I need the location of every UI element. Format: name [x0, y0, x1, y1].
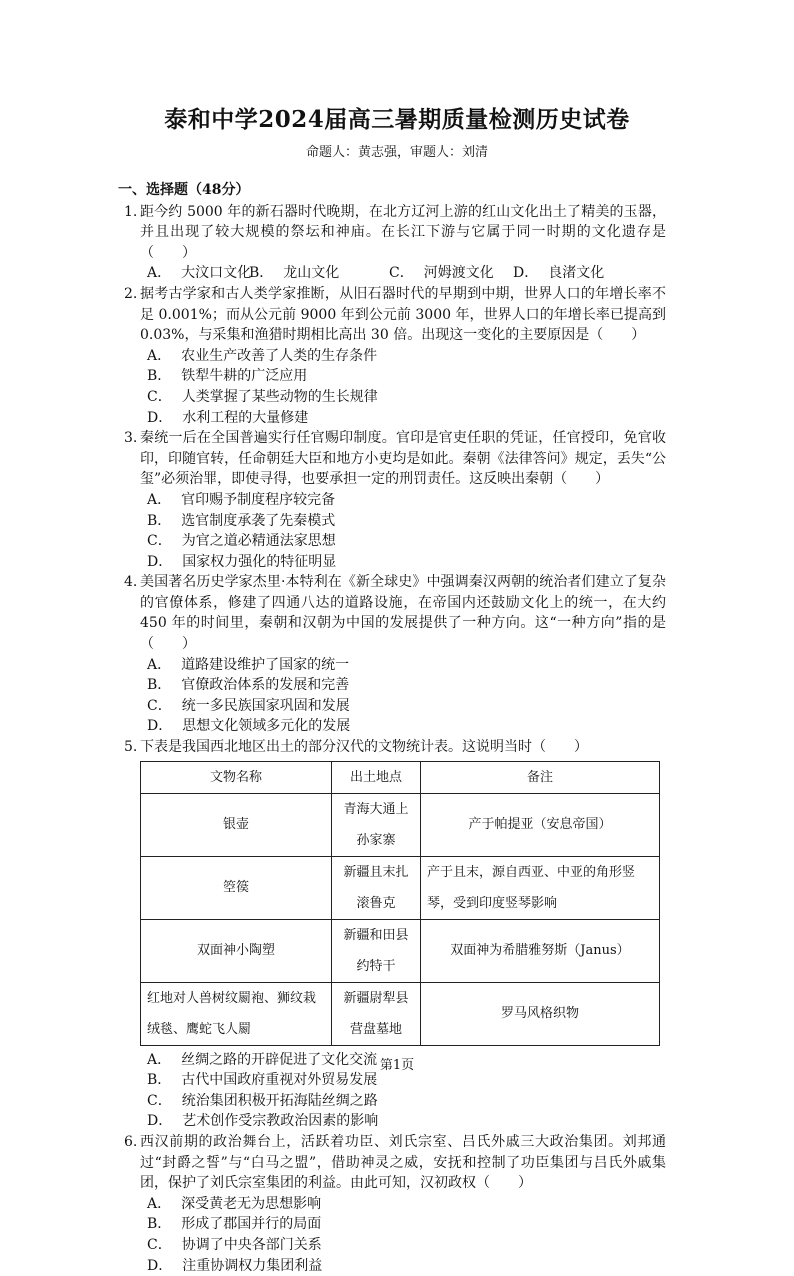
- option-text: 河姆渡文化: [423, 265, 494, 282]
- option-letter: A．: [147, 656, 172, 673]
- question-list: [118, 202, 666, 1276]
- question-3: [118, 428, 666, 572]
- question-number: 4.: [124, 574, 138, 591]
- option-c[interactable]: [147, 696, 408, 717]
- option-letter: D．: [513, 265, 539, 282]
- artifact-table: [140, 761, 660, 1046]
- option-text: 农业生产改善了人类的生存条件: [181, 347, 378, 364]
- table-cell: 青海大通上孙家寨: [332, 793, 421, 856]
- option-text: 水利工程的大量修建: [182, 409, 309, 426]
- question-2: [118, 284, 666, 428]
- table-header: 出土地点: [332, 761, 421, 793]
- option-letter: A．: [147, 1195, 172, 1212]
- option-text: 注重协调权力集团利益: [182, 1257, 323, 1274]
- option-letter: C．: [147, 1236, 172, 1253]
- question-stem: 美国著名历史学家杰里·本特利在《新全球史》中强调秦汉两朝的统治者们建立了复杂的官僚体系，修建了四通八达的道路设施，在帝国内还鼓励文化上的统一，在大约 450 年的时间里，秦朝和汉朝为中国的发展提供了一种方向。这“一种方向”指的是（ ）: [140, 574, 666, 653]
- option-letter: D．: [147, 1113, 173, 1130]
- option-text: 官印赐予制度程序较完备: [181, 491, 336, 508]
- table-cell: 双面神小陶塑: [141, 919, 332, 982]
- table-cell: 罗马风格织物: [421, 982, 660, 1045]
- option-text: 统一多民族国家巩固和发展: [181, 697, 350, 714]
- table-cell: 产于帕提亚（安息帝国）: [421, 793, 660, 856]
- option-c[interactable]: [147, 531, 408, 552]
- option-a[interactable]: [147, 655, 408, 676]
- option-text: 丝绸之路的开辟促进了文化交流: [181, 1051, 378, 1068]
- question-number: 1.: [124, 203, 138, 220]
- option-a[interactable]: [147, 346, 408, 367]
- table-cell: 新疆且末扎滚鲁克: [332, 856, 421, 919]
- option-b[interactable]: [147, 1214, 408, 1235]
- option-list: [140, 655, 666, 737]
- option-letter: B．: [147, 677, 172, 694]
- option-text: 思想文化领域多元化的发展: [182, 718, 351, 735]
- option-b[interactable]: [147, 1070, 408, 1091]
- option-a[interactable]: [147, 1194, 408, 1215]
- option-d[interactable]: [147, 716, 408, 737]
- option-c[interactable]: [389, 263, 513, 284]
- table-cell: 新疆尉犁县营盘墓地: [332, 982, 421, 1045]
- section-heading: 一、选择题（48分）: [118, 182, 250, 198]
- option-text: 形成了郡国并行的局面: [181, 1216, 322, 1233]
- option-c[interactable]: [147, 1235, 408, 1256]
- option-letter: B．: [147, 1216, 172, 1233]
- option-text: 官僚政治体系的发展和完善: [181, 677, 350, 694]
- option-letter: C．: [147, 697, 172, 714]
- option-text: 道路建设维护了国家的统一: [181, 656, 350, 673]
- option-list: [140, 1194, 666, 1276]
- table-row: [141, 919, 660, 982]
- option-text: 良渚文化: [548, 265, 605, 282]
- option-letter: D．: [147, 553, 173, 570]
- option-text: 统治集团积极开拓海陆丝绸之路: [181, 1092, 378, 1109]
- question-number: 5.: [124, 739, 138, 756]
- question-6: [118, 1132, 666, 1276]
- option-letter: A．: [147, 491, 172, 508]
- table-cell: 银壶: [141, 793, 332, 856]
- option-letter: C．: [389, 265, 414, 282]
- option-text: 选官制度承袭了先秦模式: [181, 512, 336, 529]
- option-letter: D．: [147, 1257, 173, 1274]
- option-b[interactable]: [147, 366, 408, 387]
- option-b[interactable]: [147, 675, 408, 696]
- table-header-row: [141, 761, 660, 793]
- option-d[interactable]: [147, 408, 408, 429]
- table-header: 文物名称: [141, 761, 332, 793]
- table-cell: 产于且末，源自西亚、中亚的角形竖琴，受到印度竖琴影响: [421, 856, 660, 919]
- option-list: [140, 346, 666, 428]
- question-stem: 据考古学家和古人类学家推断，从旧石器时代的早期到中期，世界人口的年增长率不足 0.001%；而从公元前 9000 年到公元前 3000 年，世界人口的年增长率已提高到 0.03%，与采集和渔猎时期相比高出 30 倍。出现这一变化的主要原因是（ ）: [140, 285, 666, 344]
- question-stem: 秦统一后在全国普遍实行任官赐印制度。官印是官吏任职的凭证，任官授印，免官收印，印随官转，任命朝廷大臣和地方小吏均是如此。秦朝《法律答问》规定，丢失“公玺”必须治罪，即使寻得，也要承担一定的刑罚责任。这反映出秦朝（ ）: [140, 430, 666, 488]
- question-1: [118, 202, 666, 284]
- option-text: 协调了中央各部门关系: [181, 1236, 322, 1253]
- option-list: [140, 263, 666, 284]
- option-a[interactable]: [147, 490, 408, 511]
- question-stem: 下表是我国西北地区出土的部分汉代的文物统计表。这说明当时（ ）: [140, 739, 588, 756]
- option-text: 铁犁牛耕的广泛应用: [181, 368, 308, 385]
- option-letter: D．: [147, 409, 173, 426]
- option-letter: C．: [147, 1092, 172, 1109]
- option-a[interactable]: [147, 263, 252, 284]
- exam-content: [118, 180, 666, 1276]
- exam-title: 泰和中学2024届高三暑期质量检测历史试卷: [164, 106, 630, 133]
- option-letter: D．: [147, 718, 173, 735]
- option-text: 艺术创作受宗教政治因素的影响: [182, 1113, 379, 1130]
- option-letter: B．: [147, 368, 172, 385]
- option-text: 国家权力强化的特征明显: [182, 553, 337, 570]
- option-text: 人类掌握了某些动物的生长规律: [181, 388, 378, 405]
- option-letter: B．: [147, 1072, 172, 1089]
- table-cell: 新疆和田县约特干: [332, 919, 421, 982]
- question-4: [118, 572, 666, 737]
- table-cell: 箜篌: [141, 856, 332, 919]
- option-text: 龙山文化: [283, 265, 340, 282]
- option-c[interactable]: [147, 387, 408, 408]
- table-row: [141, 793, 660, 856]
- option-letter: B．: [147, 512, 172, 529]
- exam-authors: 命题人：黄志强，审题人：刘清: [305, 145, 488, 160]
- table-cell: 红地对人兽树纹罽袍、狮纹栽绒毯、鹰蛇飞人罽: [141, 982, 332, 1045]
- question-number: 3.: [124, 430, 138, 447]
- option-letter: B．: [249, 265, 274, 282]
- option-text: 深受黄老无为思想影响: [181, 1195, 322, 1212]
- option-b[interactable]: [147, 511, 408, 532]
- table-header: 备注: [421, 761, 660, 793]
- option-text: 大汶口文化: [181, 265, 252, 282]
- option-letter: A．: [147, 265, 172, 282]
- option-list: [140, 490, 666, 572]
- option-letter: A．: [147, 347, 172, 364]
- option-d[interactable]: [513, 263, 604, 284]
- question-stem: 距今约 5000 年的新石器时代晚期，在北方辽河上游的红山文化出土了精美的玉器，并且出现了较大规模的祭坛和神庙。在长江下游与它属于同一时期的文化遗存是（ ）: [140, 203, 666, 261]
- option-d[interactable]: [147, 1111, 408, 1132]
- option-letter: C．: [147, 388, 172, 405]
- option-c[interactable]: [147, 1091, 408, 1112]
- option-letter: C．: [147, 533, 172, 550]
- option-d[interactable]: [147, 552, 408, 573]
- option-d[interactable]: [147, 1256, 408, 1276]
- option-letter: A．: [147, 1051, 172, 1068]
- table-row: [141, 982, 660, 1045]
- question-number: 6.: [124, 1134, 138, 1150]
- page-number: 第1页: [379, 1058, 415, 1073]
- option-text: 古代中国政府重视对外贸易发展: [181, 1072, 378, 1089]
- question-number: 2.: [124, 285, 138, 302]
- option-text: 为官之道必精通法家思想: [181, 533, 336, 550]
- question-stem: 西汉前期的政治舞台上，活跃着功臣、刘氏宗室、吕氏外戚三大政治集团。刘邦通过“封爵之誓”与“白马之盟”，借助神灵之威，安抚和控制了功臣集团与吕氏外戚集团，保护了刘氏宗室集团的利益。由此可知，汉初政权（ ）: [140, 1134, 666, 1192]
- table-row: [141, 856, 660, 919]
- option-b[interactable]: [249, 263, 389, 284]
- table-cell: 双面神为希腊雅努斯（Janus）: [421, 919, 660, 982]
